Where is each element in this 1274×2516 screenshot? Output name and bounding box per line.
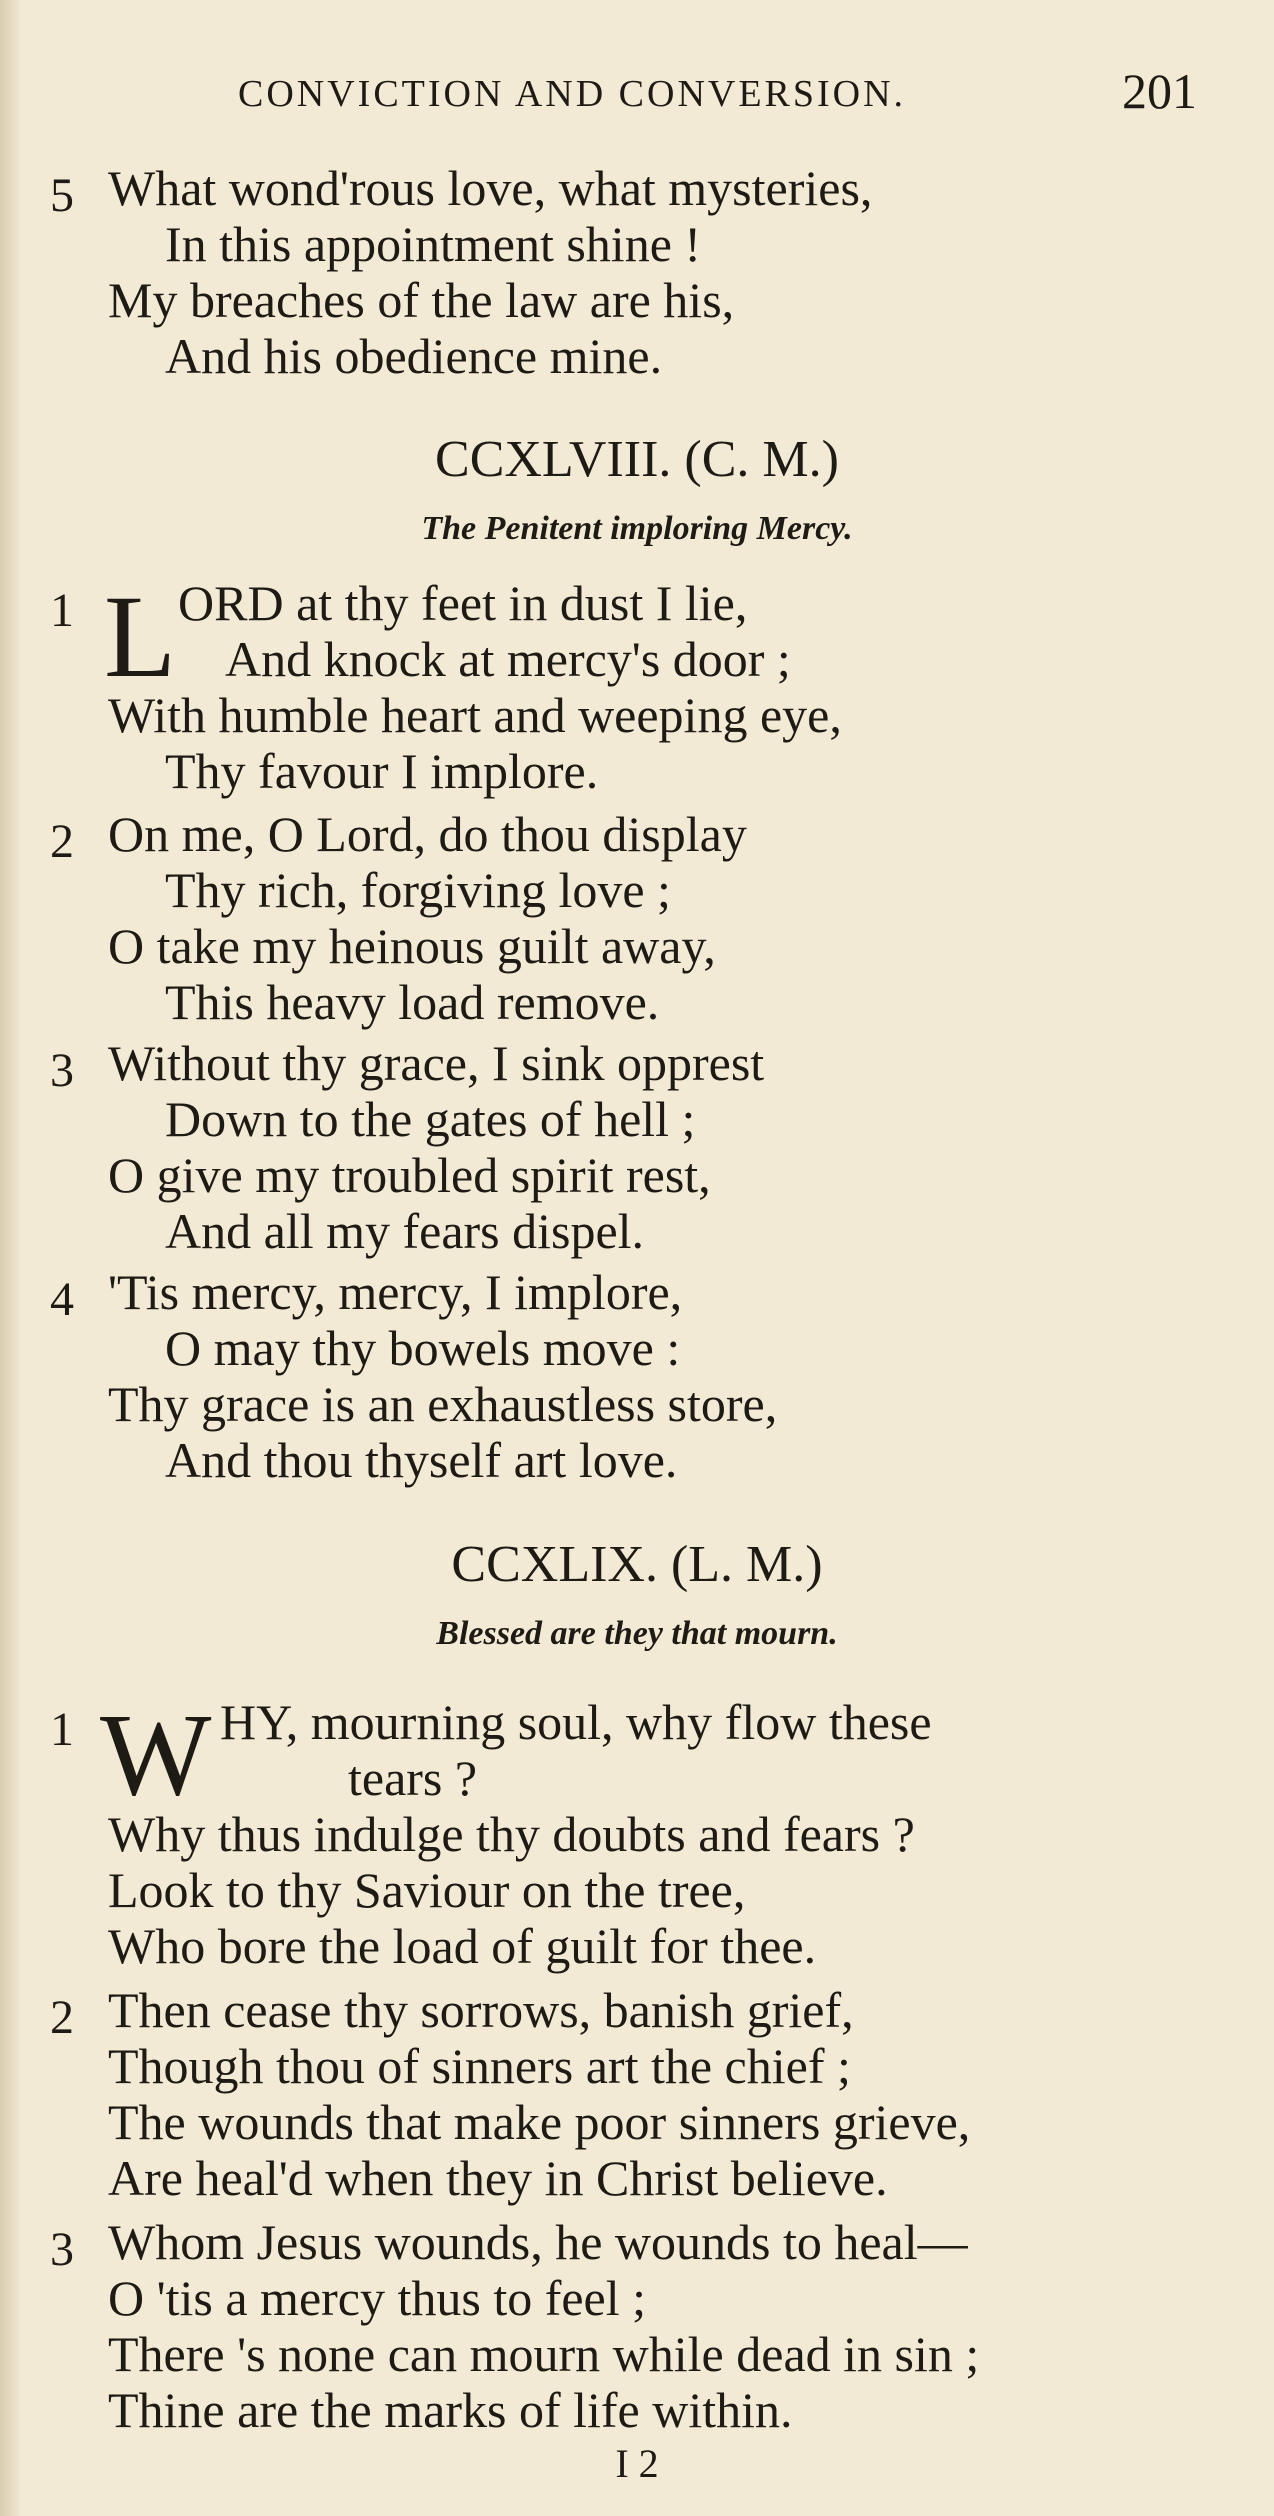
stanza-number: 3 bbox=[50, 2223, 74, 2276]
running-head: CONVICTION AND CONVERSION. bbox=[238, 73, 907, 115]
verse-line: What wond'rous love, what mysteries, bbox=[108, 160, 873, 216]
verse-line: Whom Jesus wounds, he wounds to heal— bbox=[108, 2214, 968, 2270]
page-header bbox=[0, 62, 1274, 142]
verse-line: And knock at mercy's door ; bbox=[225, 631, 791, 687]
verse-line: And all my fears dispel. bbox=[165, 1203, 645, 1259]
verse-line: And thou thyself art love. bbox=[165, 1432, 678, 1488]
verse-line: The wounds that make poor sinners grieve, bbox=[108, 2094, 971, 2150]
verse-line: With humble heart and weeping eye, bbox=[108, 687, 842, 743]
verse-line: Thy rich, forgiving love ; bbox=[165, 862, 671, 918]
verse-line: My breaches of the law are his, bbox=[108, 272, 735, 328]
drop-cap: W bbox=[100, 1689, 212, 1820]
verse-line: Thy favour I implore. bbox=[165, 743, 599, 799]
hymn-subtitle: Blessed are they that mourn. bbox=[436, 1615, 838, 1652]
drop-cap: L bbox=[104, 571, 177, 702]
verse-line: And his obedience mine. bbox=[165, 328, 663, 384]
verse-line: Thy grace is an exhaustless store, bbox=[108, 1376, 778, 1432]
verse-line: Thine are the marks of life within. bbox=[108, 2382, 793, 2438]
page-gutter-shadow bbox=[0, 0, 22, 2516]
verse-line: Who bore the load of guilt for thee. bbox=[108, 1918, 817, 1974]
verse-line: O 'tis a mercy thus to feel ; bbox=[108, 2270, 647, 2326]
stanza-number: 2 bbox=[50, 1991, 74, 2044]
verse-line: Without thy grace, I sink opprest bbox=[108, 1035, 765, 1091]
stanza-number: 3 bbox=[50, 1044, 74, 1097]
verse-line: Why thus indulge thy doubts and fears ? bbox=[108, 1806, 915, 1862]
verse-line: Are heal'd when they in Christ believe. bbox=[108, 2150, 888, 2206]
verse-line: O take my heinous guilt away, bbox=[108, 918, 716, 974]
verse-line: Though thou of sinners art the chief ; bbox=[108, 2038, 851, 2094]
verse-line: O may thy bowels move : bbox=[165, 1320, 681, 1376]
verse-line: ORD at thy feet in dust I lie, bbox=[178, 575, 748, 631]
verse-line: In this appointment shine ! bbox=[165, 216, 702, 272]
verse-line: Look to thy Saviour on the tree, bbox=[108, 1862, 746, 1918]
page-number: 201 bbox=[1122, 63, 1197, 119]
verse-line: There 's none can mourn while dead in sin ; bbox=[108, 2326, 980, 2382]
signature-mark: I 2 bbox=[615, 2441, 659, 2486]
hymn-title: CCXLVIII. (C. M.) bbox=[435, 431, 839, 488]
stanza-number: 4 bbox=[50, 1273, 74, 1326]
verse-line: HY, mourning soul, why flow these bbox=[220, 1694, 932, 1750]
verse-line: 'Tis mercy, mercy, I implore, bbox=[108, 1264, 683, 1320]
verse-line: tears ? bbox=[348, 1750, 478, 1806]
stanza-number: 1 bbox=[50, 1703, 74, 1756]
stanza-number: 5 bbox=[50, 169, 74, 222]
verse-line: Then cease thy sorrows, banish grief, bbox=[108, 1982, 854, 2038]
verse-line: This heavy load remove. bbox=[165, 974, 660, 1030]
verse-line: On me, O Lord, do thou display bbox=[108, 806, 747, 862]
stanza-number: 2 bbox=[50, 815, 74, 868]
hymn-subtitle: The Penitent imploring Mercy. bbox=[421, 510, 853, 547]
stanza-number: 1 bbox=[50, 584, 74, 637]
verse-line: O give my troubled spirit rest, bbox=[108, 1147, 711, 1203]
hymn-title: CCXLIX. (L. M.) bbox=[451, 1536, 823, 1593]
verse-line: Down to the gates of hell ; bbox=[165, 1091, 696, 1147]
